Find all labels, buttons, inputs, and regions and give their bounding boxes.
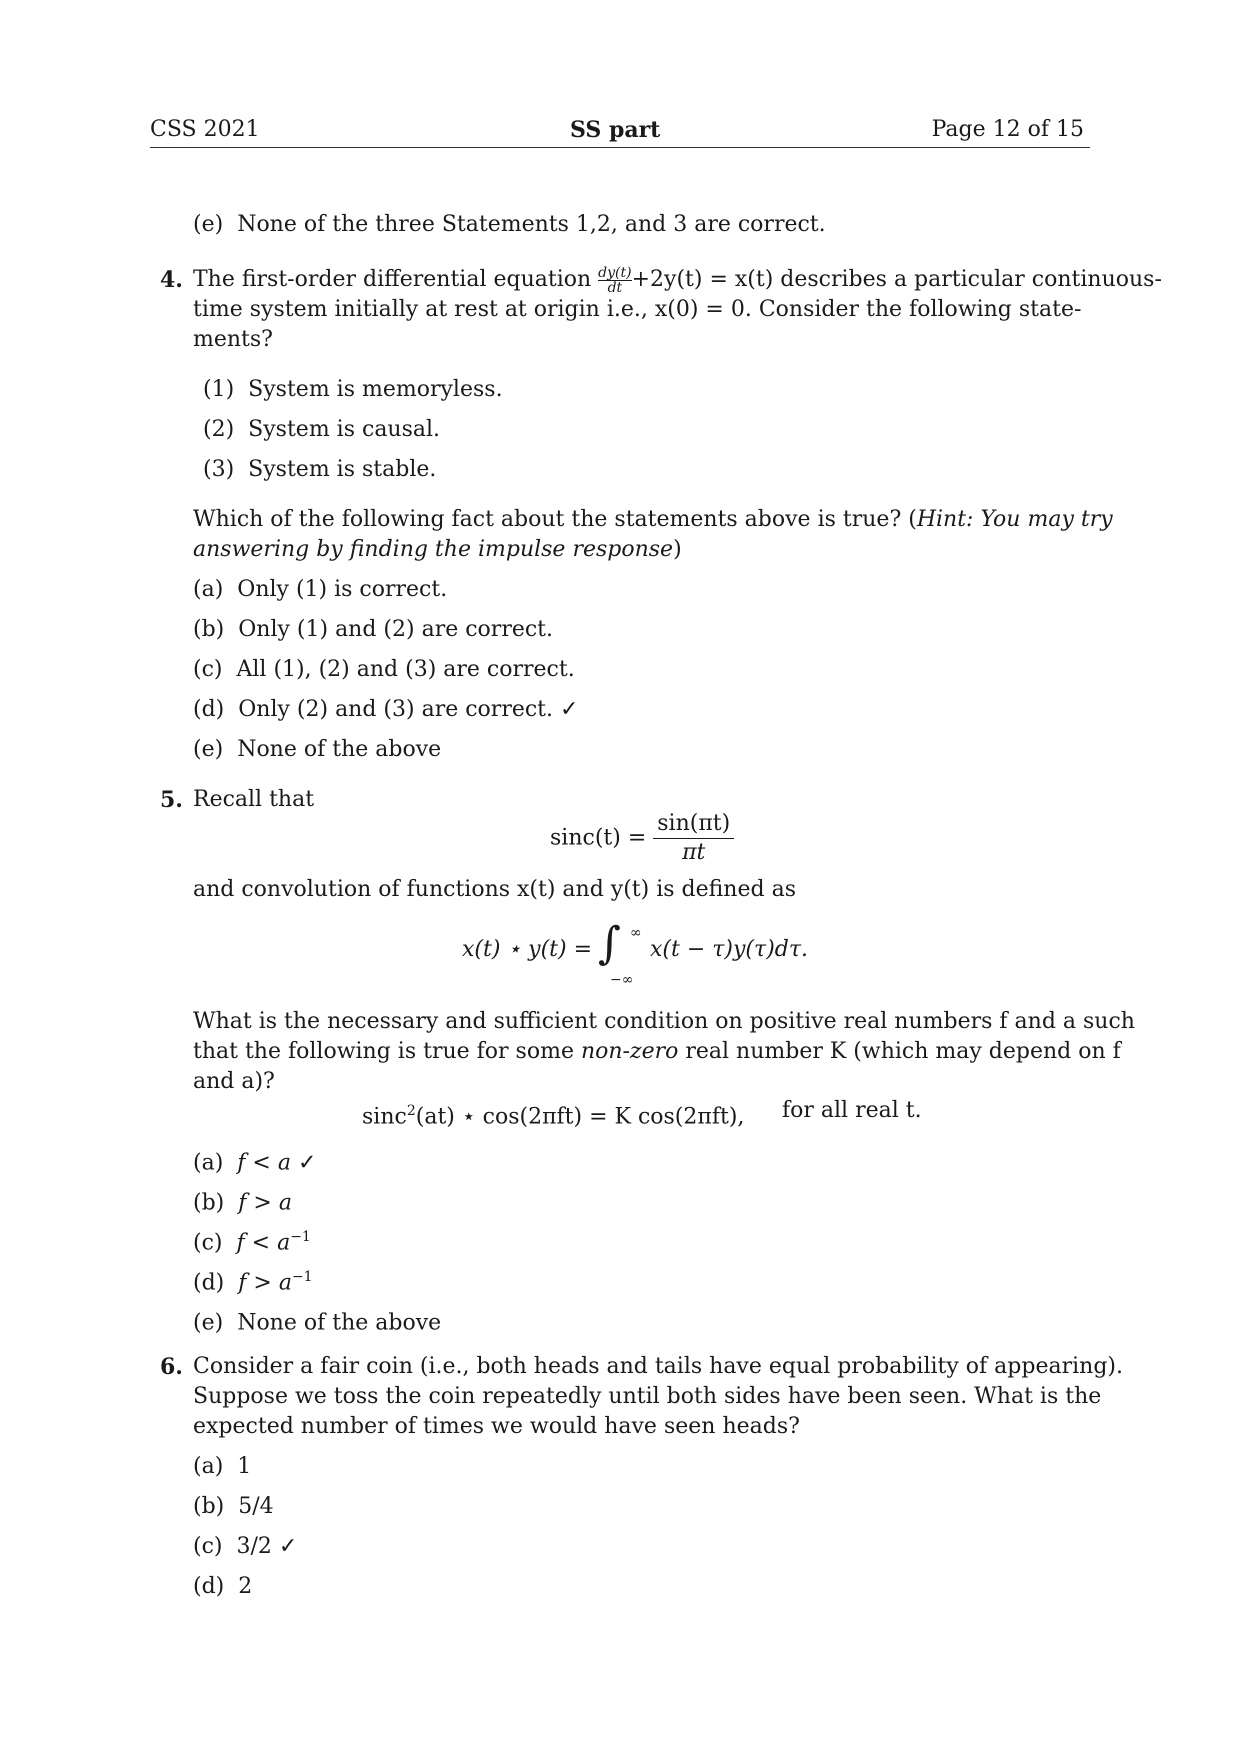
option-label: (a) <box>193 1150 224 1176</box>
option-label: (d) <box>193 1270 225 1296</box>
q5-option <box>193 1302 441 1338</box>
q4-question-line2 <box>193 535 682 565</box>
statement-label: (1) <box>203 377 235 402</box>
option-label: (d) <box>193 697 225 722</box>
q5-for-all: for all real t. <box>782 1098 922 1123</box>
statement-text: System is memoryless. <box>248 377 503 402</box>
q6-line2: Suppose we toss the coin repeatedly until both sides have been seen. What is the <box>193 1384 1102 1409</box>
option-label: (e) <box>193 1310 224 1336</box>
q4-option <box>193 735 441 765</box>
option-label: (c) <box>193 1230 223 1256</box>
eq-body: (at) ⋆ cos(2πft) = K cos(2πft), <box>415 1104 745 1130</box>
option-text: None of the above <box>237 737 442 762</box>
q4-question-pre: Which of the following fact about the statements above is true? ( <box>193 507 917 532</box>
conv-rhs: x(t − τ)y(τ)dτ. <box>650 937 809 962</box>
option-exponent: −1 <box>290 1229 311 1245</box>
checkmark-icon: ✓ <box>297 1150 317 1176</box>
q6-option <box>193 1532 297 1562</box>
sinc-numerator: sin(πt) <box>653 810 734 839</box>
q5-convolution-equation <box>462 935 592 965</box>
q4-intro-post: +2y(t) = x(t) describes a particular continuous- <box>631 267 1162 292</box>
checkmark-icon: ✓ <box>278 1534 298 1559</box>
q4-frac-den: dt <box>607 279 623 296</box>
sinc-fraction <box>653 810 734 867</box>
q6-option <box>193 1572 252 1602</box>
integral-lower-limit: −∞ <box>610 972 634 988</box>
header-left: CSS 2021 <box>150 117 260 142</box>
option-label: (a) <box>193 1454 224 1479</box>
option-text: Only (1) and (2) are correct. <box>238 617 554 642</box>
q6-line1: Consider a fair coin (i.e., both heads and tails have equal probability of appearing). <box>193 1354 1123 1379</box>
q5-option <box>193 1222 311 1258</box>
q6-option <box>193 1492 274 1522</box>
option-text: f < a <box>236 1230 291 1256</box>
option-text: 2 <box>238 1574 253 1599</box>
statement-text: System is causal. <box>248 417 441 442</box>
q4-statement <box>203 415 440 445</box>
q4-statement <box>203 375 503 405</box>
q4-hint-line2: answering by finding the impulse response <box>193 537 674 562</box>
q4-intro-line3: ments? <box>193 327 273 352</box>
q6-option <box>193 1452 251 1482</box>
q4-hint-line1: Hint: You may try <box>916 507 1113 532</box>
checkmark-icon: ✓ <box>560 697 579 722</box>
option-exponent: −1 <box>291 1269 313 1285</box>
integral-sign: ∫ <box>598 918 621 969</box>
statement-text: System is stable. <box>248 457 437 482</box>
statement-label: (2) <box>203 417 235 442</box>
q4-number: 4. <box>160 267 183 293</box>
option-label: (d) <box>193 1574 225 1599</box>
option-text: 3/2 <box>236 1534 272 1559</box>
q6-number: 6. <box>160 1354 183 1380</box>
prev-option-e <box>193 210 826 240</box>
option-label: (a) <box>193 577 224 602</box>
statement-label: (3) <box>203 457 235 482</box>
q4-intro-line1 <box>193 265 1162 295</box>
conv-lhs: x(t) ⋆ y(t) = <box>462 937 593 962</box>
q4-intro-line2: time system initially at rest at origin i.e., x(0) = 0. Consider the following state- <box>193 297 1082 322</box>
q4-frac-num: dy(t) <box>598 264 632 281</box>
option-text: 5/4 <box>238 1494 274 1519</box>
integral-upper-limit: ∞ <box>630 925 642 941</box>
q6-line3: expected number of times we would have seen heads? <box>193 1414 800 1439</box>
option-label: (b) <box>193 1190 225 1216</box>
header-rule <box>150 147 1090 148</box>
q4-option <box>193 655 575 685</box>
q5-line2-pre: that the following is true for some <box>193 1039 581 1064</box>
option-text: None of the three Statements 1,2, and 3 are correct. <box>237 212 826 237</box>
option-text: Only (1) is correct. <box>237 577 448 602</box>
option-text: 1 <box>237 1454 252 1479</box>
q5-display-equation <box>362 1096 744 1132</box>
q4-hint-close: ) <box>673 537 682 562</box>
option-label: (b) <box>193 1494 225 1519</box>
q5-line2-italic: non-zero <box>580 1039 679 1064</box>
eq-sinc: sinc <box>362 1104 407 1130</box>
q5-number: 5. <box>160 787 183 813</box>
q5-recall: Recall that <box>193 787 315 812</box>
option-text: f > a <box>238 1190 292 1216</box>
option-text: All (1), (2) and (3) are correct. <box>236 657 575 682</box>
option-label: (e) <box>193 212 224 237</box>
q4-statement <box>203 455 436 485</box>
q5-option <box>193 1182 292 1218</box>
q5-line2-post: real number K (which may depend on f <box>678 1039 1121 1064</box>
q5-question-line1: What is the necessary and sufficient condition on positive real numbers f and a such <box>193 1009 1135 1034</box>
q4-intro-pre: The first-order differential equation <box>193 267 592 292</box>
option-text: Only (2) and (3) are correct. <box>238 697 554 722</box>
option-label: (c) <box>193 1534 223 1559</box>
option-label: (b) <box>193 617 225 642</box>
q5-conv-text: and convolution of functions x(t) and y(t) is defined as <box>193 877 796 902</box>
option-text: None of the above <box>237 1310 442 1336</box>
sinc-lhs: sinc(t) = <box>550 825 647 851</box>
q5-question-line2 <box>193 1037 1121 1067</box>
header-page-number: Page 12 of 15 <box>931 117 1084 142</box>
option-text: f < a <box>237 1150 291 1176</box>
q4-option <box>193 615 553 645</box>
q5-option <box>193 1262 313 1298</box>
option-text: f > a <box>238 1270 292 1296</box>
option-label: (e) <box>193 737 224 762</box>
q4-option <box>193 695 578 725</box>
q5-sinc-equation <box>550 810 734 867</box>
q4-question-line1 <box>193 505 1113 535</box>
sinc-denominator: πt <box>682 840 706 865</box>
q5-option <box>193 1142 316 1178</box>
header-title: SS part <box>570 117 661 143</box>
q5-question-line3: and a)? <box>193 1069 275 1094</box>
q4-derivative-fraction <box>598 266 631 295</box>
q4-option <box>193 575 447 605</box>
eq-exponent: 2 <box>406 1103 416 1119</box>
option-label: (c) <box>193 657 223 682</box>
